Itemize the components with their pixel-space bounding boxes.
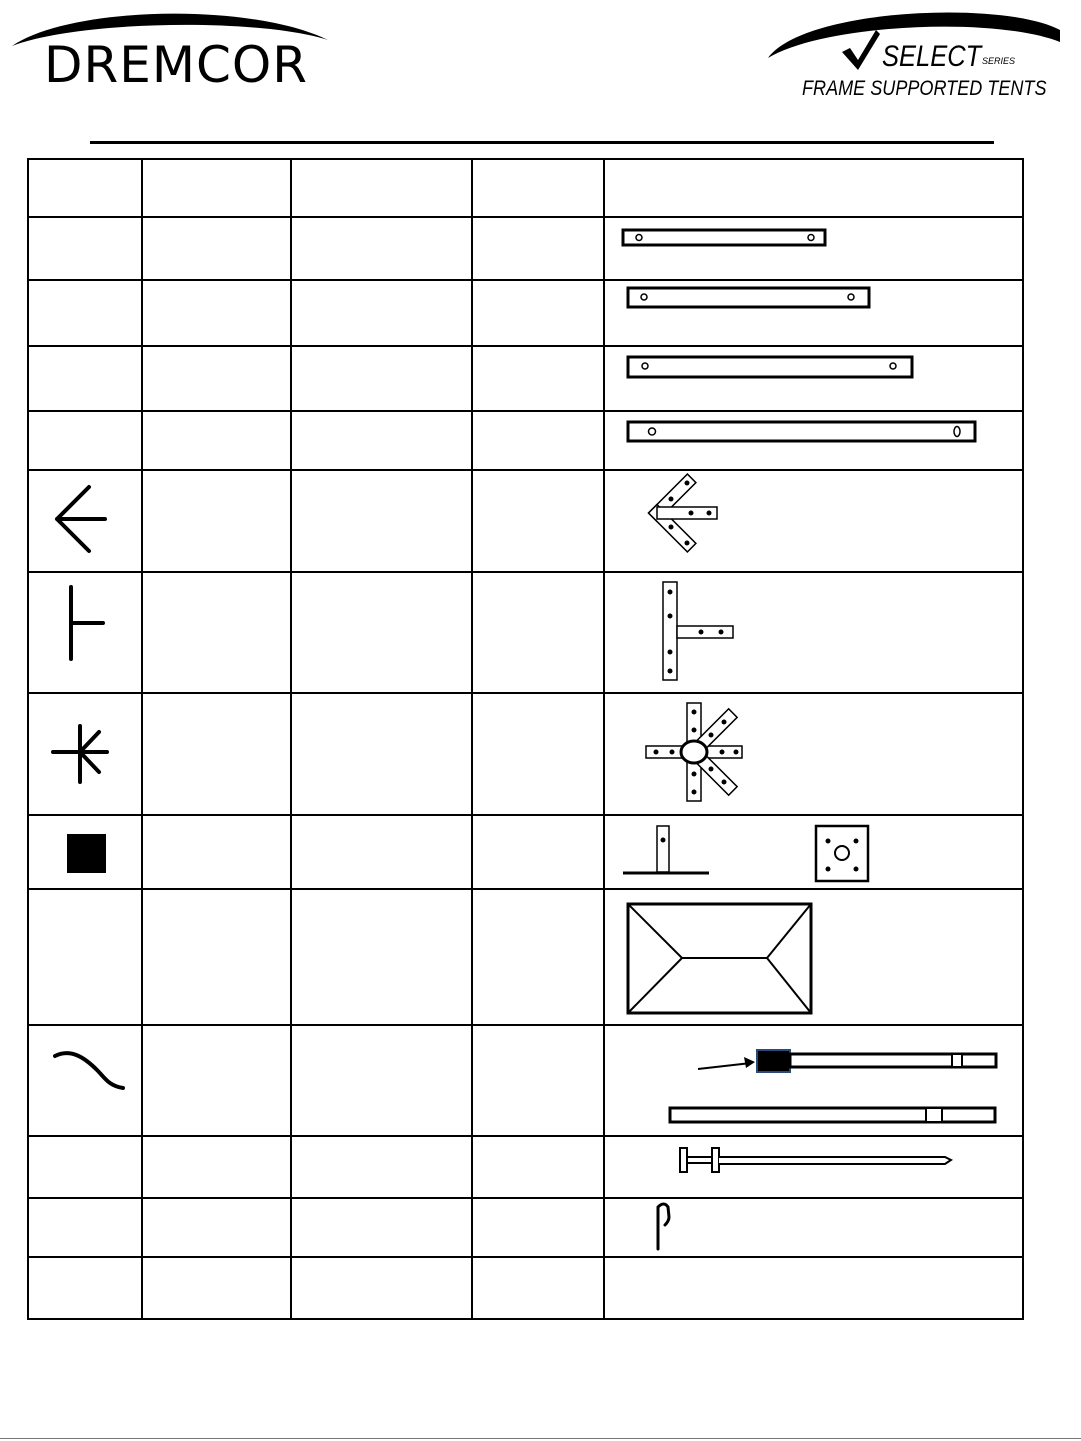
table-cell [472,346,604,411]
table-cell [472,470,604,572]
table-cell [291,1257,472,1319]
drawing-cell [604,693,1023,815]
table-row [28,572,1023,693]
symbol-cell [28,572,142,693]
center-hub-drawing [605,694,1022,814]
table-cell [291,411,472,470]
drawing-cell [604,470,1023,572]
symbol-cell [28,411,142,470]
dremcor-logo [10,0,340,100]
table-cell [291,693,472,815]
table-row [28,889,1023,1025]
page-bottom-edge [0,1438,1081,1439]
checkmark-icon [842,30,880,70]
symbol-cell [28,1025,142,1136]
symbol-cell [28,1198,142,1257]
table-cell [291,1025,472,1136]
table-row [28,1198,1023,1257]
table-cell [291,572,472,693]
table-cell [142,346,291,411]
table-row [28,815,1023,889]
table-cell [472,889,604,1025]
table-cell [142,470,291,572]
curve-icon [29,1026,141,1135]
table-cell [291,280,472,346]
header-cell [28,159,142,217]
hook-pin-drawing [605,1199,1022,1256]
tension-pipes-drawing [605,1026,1022,1135]
table-cell [142,1257,291,1319]
stake-drawing [605,1137,1022,1197]
tee-fitting-drawing [605,573,1022,692]
asterisk-icon [29,694,141,814]
table-cell [472,217,604,280]
table-cell [142,693,291,815]
drawing-cell [604,1025,1023,1136]
table-row [28,693,1023,815]
table-row [28,217,1023,280]
table-cell [142,411,291,470]
table-row [28,411,1023,470]
table-cell [142,1198,291,1257]
table-row [28,346,1023,411]
tent-top-drawing [605,890,1022,1024]
symbol-cell [28,1257,142,1319]
square-icon [29,816,141,888]
symbol-cell [28,693,142,815]
table-cell [142,217,291,280]
table-row [28,1136,1023,1198]
symbol-cell [28,470,142,572]
table-cell [472,572,604,693]
drawing-cell [604,1136,1023,1198]
table-cell [142,889,291,1025]
symbol-cell [28,280,142,346]
medium-bar-drawing [605,281,1022,345]
table-cell [291,1198,472,1257]
table-cell [291,346,472,411]
table-cell [291,815,472,889]
symbol-cell [28,889,142,1025]
table-cell [142,1025,291,1136]
table-cell [291,217,472,280]
symbol-cell [28,815,142,889]
symbol-cell [28,217,142,280]
series-tagline: FRAME SUPPORTED TENTS [802,77,1047,100]
table-cell [142,815,291,889]
table-cell [472,693,604,815]
table-row [28,1257,1023,1319]
header-cell [472,159,604,217]
table-cell [472,1198,604,1257]
parts-table [27,158,1024,1320]
drawing-cell [604,1198,1023,1257]
table-cell [142,572,291,693]
table-row [28,1025,1023,1136]
page-header [0,0,1081,150]
table-cell [142,280,291,346]
drawing-cell [604,815,1023,889]
table-cell [291,889,472,1025]
symbol-cell [28,1136,142,1198]
drawing-cell [604,1257,1023,1319]
table-cell [472,411,604,470]
select-series-logo [764,0,1064,110]
header-cell [604,159,1023,217]
arrow-left-icon [29,471,141,571]
table-cell [291,470,472,572]
table-cell [472,815,604,889]
drawing-cell [604,346,1023,411]
brand-name: DREMCOR [44,36,308,94]
table-cell [291,1136,472,1198]
drawing-cell [604,280,1023,346]
table-cell [142,1136,291,1198]
table-header-row [28,159,1023,217]
table-cell [472,280,604,346]
drawing-cell [604,889,1023,1025]
header-cell [142,159,291,217]
t-junction-icon [29,573,141,692]
base-plate-drawing [605,816,1022,888]
series-small-label: SERIES [982,56,1016,66]
corner-fitting-drawing [605,471,1022,571]
symbol-cell [28,346,142,411]
table-row [28,470,1023,572]
table-cell [472,1257,604,1319]
drawing-cell [604,217,1023,280]
short-bar-drawing [605,218,1022,279]
header-cell [291,159,472,217]
table-cell [472,1136,604,1198]
drawing-cell [604,572,1023,693]
drawing-cell [604,411,1023,470]
long-bar-drawing [605,347,1022,410]
table-row [28,280,1023,346]
header-divider [90,141,994,144]
series-name: SELECT [882,40,982,73]
longest-bar-drawing [605,412,1022,469]
table-cell [472,1025,604,1136]
